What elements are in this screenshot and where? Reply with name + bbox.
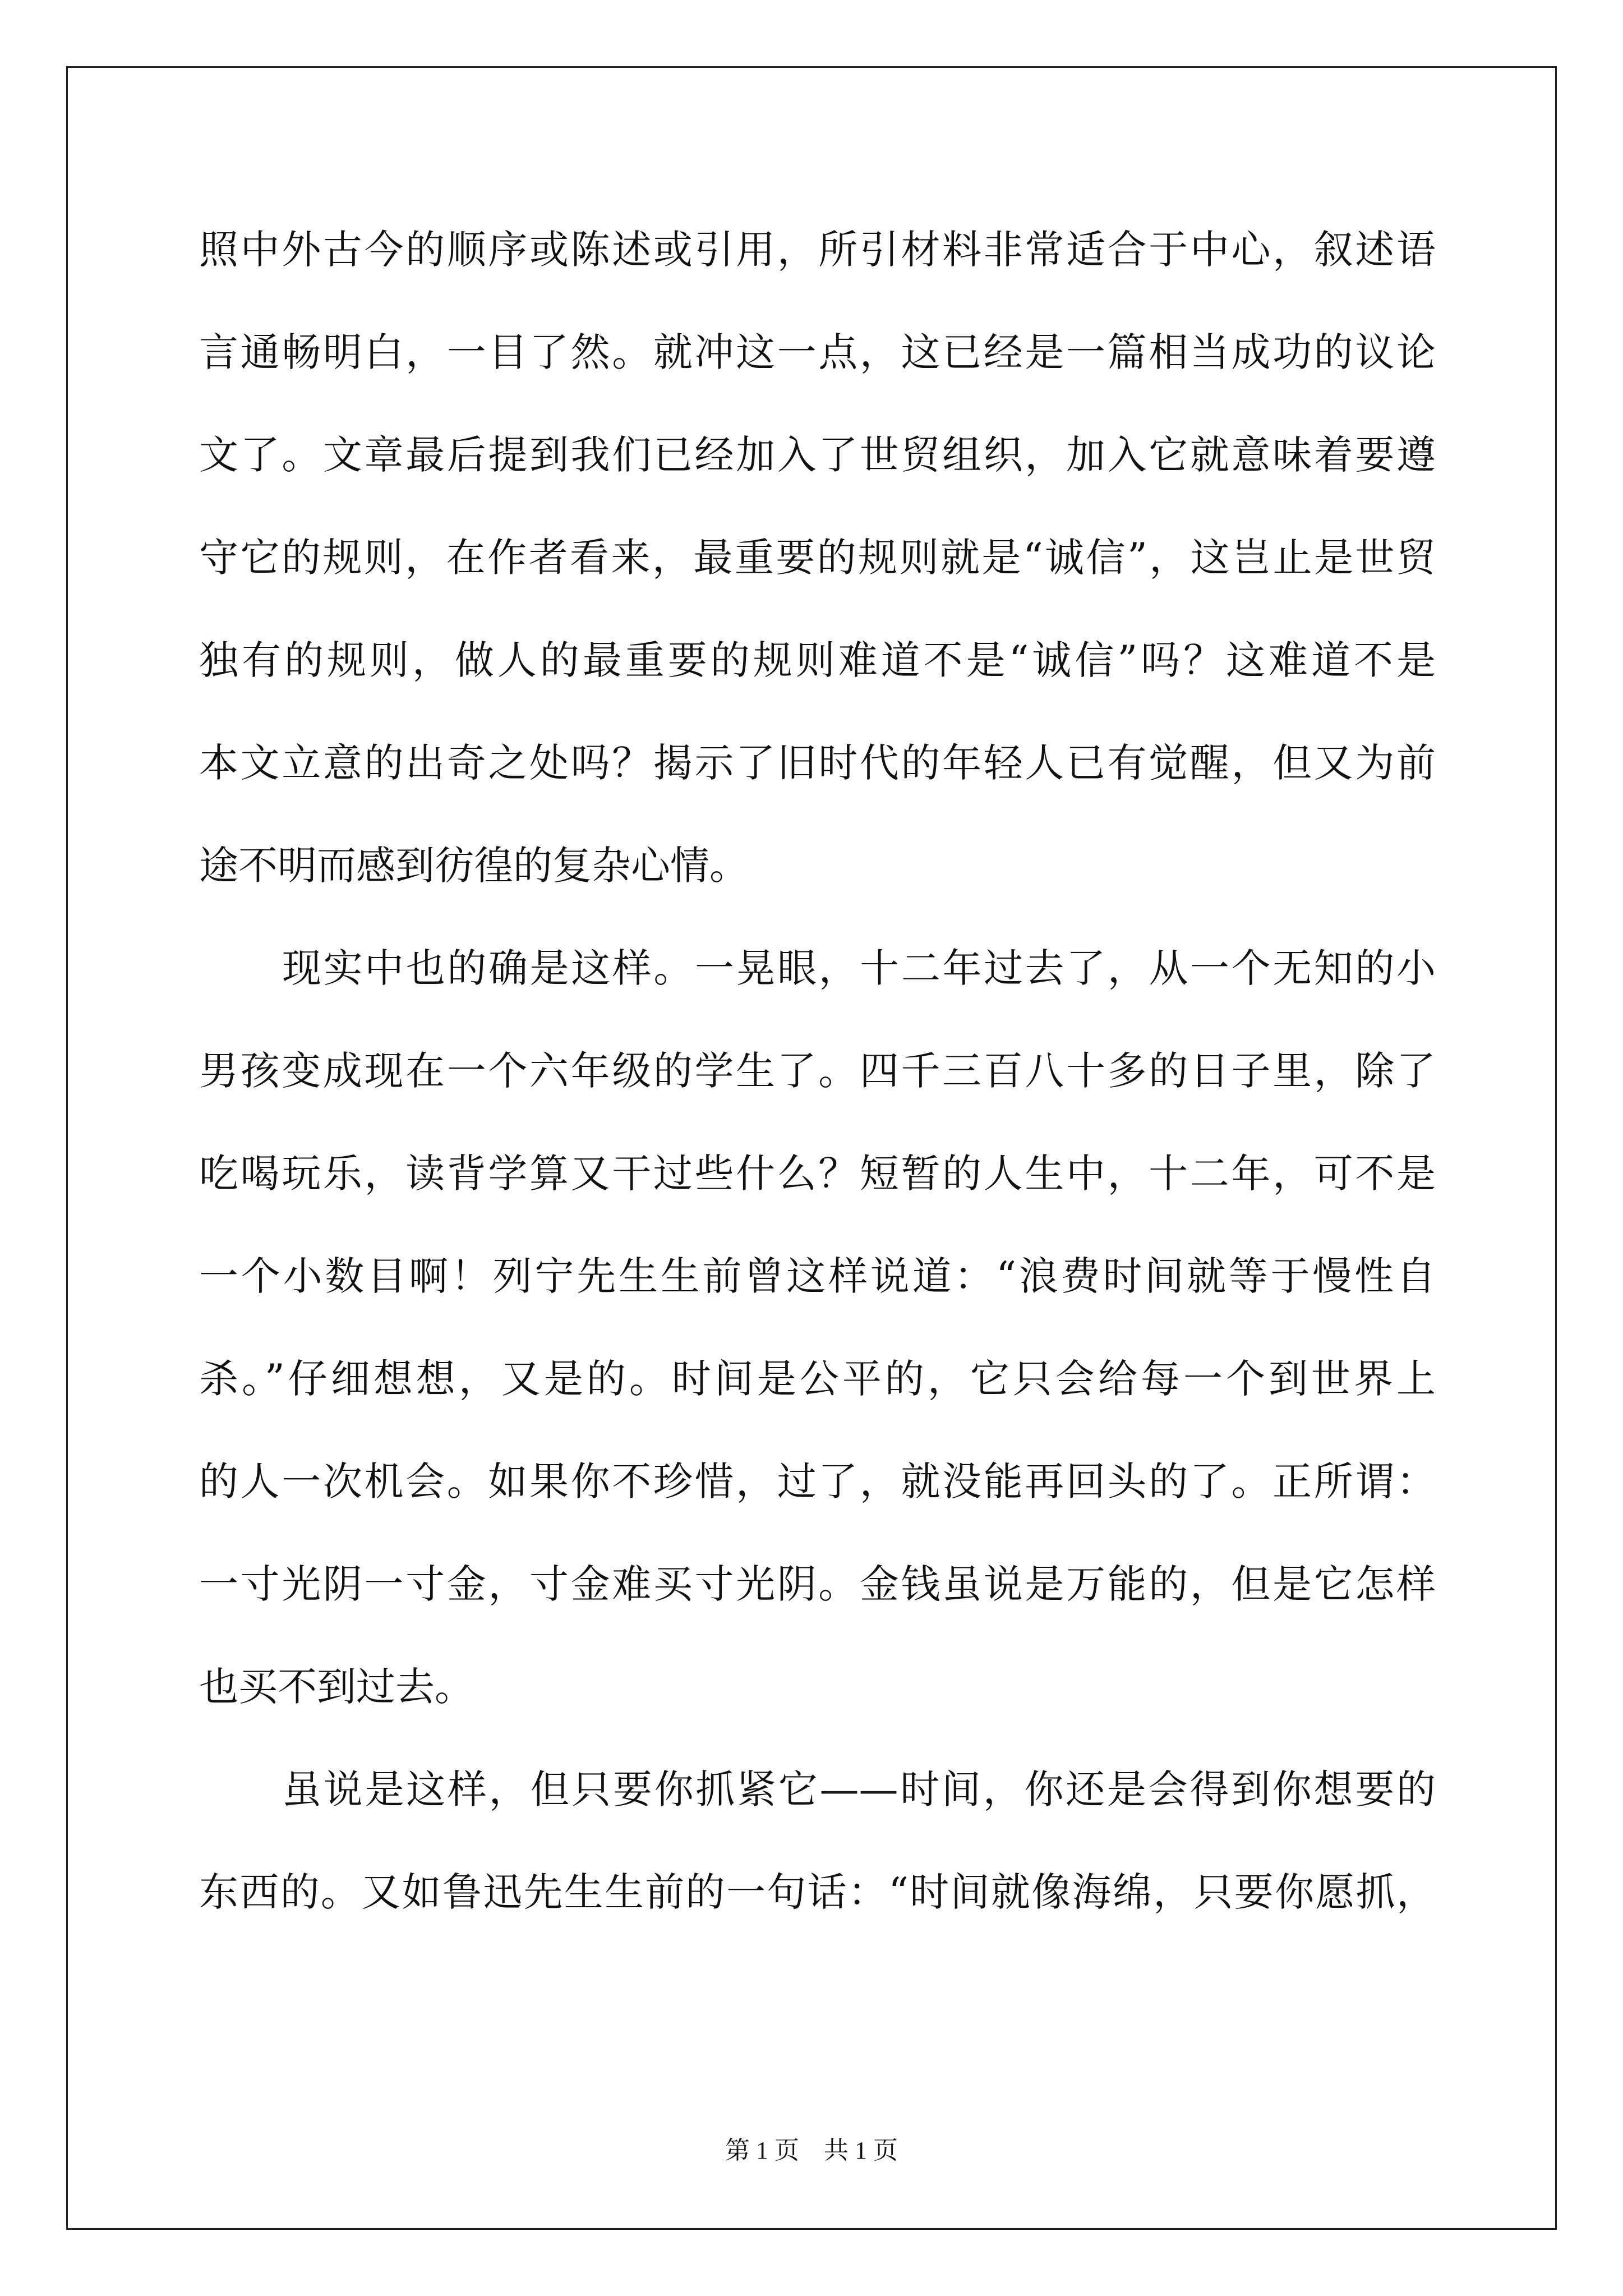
text-line: 的人一次机会。如果你不珍惜，过了，就没能再回头的了。正所谓：	[199, 1458, 1436, 1504]
text-line: 也买不到过去。	[199, 1664, 474, 1710]
text-line: 途不明而感到彷徨的复杂心情。	[199, 843, 749, 889]
text-line: 一个小数目啊！列宁先生生前曾这样说道：“浪费时间就等于慢性自	[199, 1253, 1436, 1299]
text-line: 本文立意的出奇之处吗？揭示了旧时代的年轻人已有觉醒，但又为前	[199, 740, 1436, 786]
text-line: 现实中也的确是这样。一晃眼，十二年过去了，从一个无知的小	[282, 945, 1436, 991]
text-line: 言通畅明白，一目了然。就冲这一点，这已经是一篇相当成功的议论	[199, 329, 1436, 375]
text-line: 男孩变成现在一个六年级的学生了。四千三百八十多的日子里，除了	[199, 1048, 1436, 1094]
text-line: 吃喝玩乐，读背学算又干过些什么？短暂的人生中，十二年，可不是	[199, 1151, 1436, 1197]
text-line: 文了。文章最后提到我们已经加入了世贸组织，加入它就意味着要遵	[199, 432, 1436, 478]
text-line: 守它的规则，在作者看来，最重要的规则就是“诚信”，这岂止是世贸	[199, 535, 1436, 581]
text-line: 虽说是这样，但只要你抓紧它——时间，你还是会得到你想要的	[282, 1766, 1436, 1812]
page-footer: 第 1 页 共 1 页	[725, 2137, 898, 2164]
text-line: 东西的。又如鲁迅先生生前的一句话：“时间就像海绵，只要你愿抓，	[199, 1869, 1436, 1915]
text-line: 杀。”仔细想想，又是的。时间是公平的，它只会给每一个到世界上	[199, 1356, 1436, 1402]
text-line: 一寸光阴一寸金，寸金难买寸光阴。金钱虽说是万能的，但是它怎样	[199, 1561, 1436, 1607]
text-line: 独有的规则，做人的最重要的规则难道不是“诚信”吗？这难道不是	[199, 637, 1436, 683]
text-line: 照中外古今的顺序或陈述或引用，所引材料非常适合于中心，叙述语	[199, 227, 1436, 273]
